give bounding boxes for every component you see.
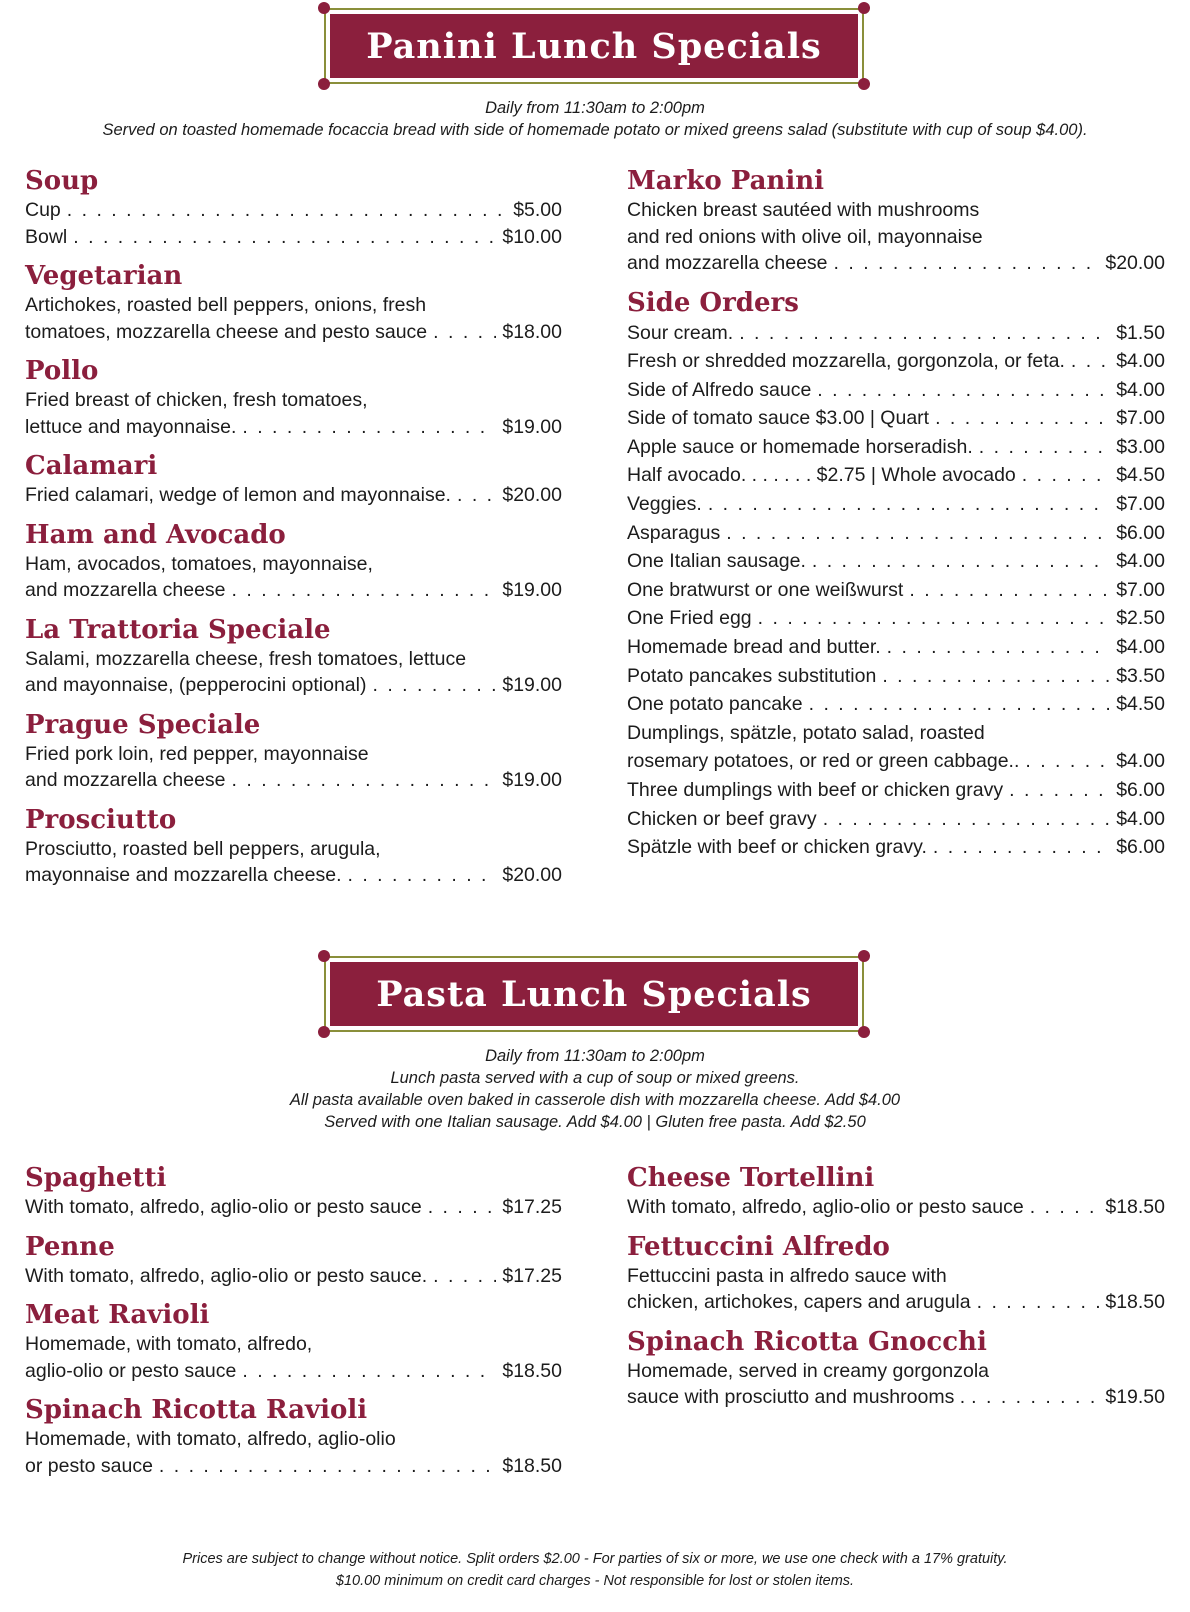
panini-hours: Daily from 11:30am to 2:00pm [485,99,705,117]
menu-item-pollo [25,355,562,440]
dot-leader [242,1358,496,1385]
item-description: sauce with prosciutto and mushrooms . [627,1386,966,1408]
item-price: $4.50 [1116,464,1165,487]
dot-leader [708,490,1110,519]
item-description: Fresh or shredded mozzarella, gorgonzola, or feta. [627,350,1065,373]
item-description: and mozzarella cheese [627,252,828,274]
item-name: Prosciutto [25,804,177,835]
item-price: $19.50 [1105,1386,1165,1408]
dot-leader [933,833,1110,862]
item-description: Sour cream. [627,321,734,344]
menu-item-penne [25,1231,562,1290]
item-price: $6.00 [1116,521,1165,544]
item-line [627,461,1165,490]
pasta-title: Pasta Lunch Specials [376,973,812,1015]
item-description: Fettuccini pasta in alfredo sauce with [627,1264,947,1287]
panini-right-column [627,165,1165,872]
item-description: Dumplings, spätzle, potato salad, roasted [627,721,985,744]
item-name: Marko Panini [627,166,824,196]
item-description: Homemade, with tomato, alfredo, aglio-olio [25,1428,396,1450]
dot-leader [909,576,1110,605]
dot-leader [457,482,496,509]
dot-leader [758,604,1111,633]
item-price: $20.00 [1105,252,1165,274]
item-line [627,719,1165,748]
item-line [25,482,562,509]
menu-item-spinach-ricotta-ravioli [25,1394,562,1479]
item-description: Ham, avocados, tomatoes, mayonnaise, [25,552,373,575]
item-price: $4.00 [1116,636,1165,659]
item-line [25,1426,562,1453]
dot-leader [232,767,497,794]
item-name: Vegetarian [25,261,183,291]
item-price: $7.00 [1116,407,1165,430]
item-name: Spinach Ricotta Gnocchi [627,1326,987,1357]
item-line [25,862,562,889]
corner-dot [318,78,330,90]
item-line [627,250,1165,277]
item-line [25,1331,562,1358]
item-description: rosemary potatoes, or red or green cabbage.. [627,750,1020,773]
item-price: $20.00 [502,864,562,886]
dot-leader [726,519,1110,548]
dot-leader [433,1263,496,1290]
item-description: Veggies. [627,493,702,516]
item-line [25,1194,562,1221]
item-price: $18.50 [502,1359,562,1382]
item-line [627,224,1165,251]
dot-leader [1071,347,1110,376]
item-price: $6.00 [1116,836,1165,859]
pasta-note-soup: Lunch pasta served with a cup of soup or mixed greens. [390,1069,800,1087]
item-price: $5.00 [513,199,562,221]
item-line [627,490,1165,519]
item-name: Spaghetti [25,1163,167,1193]
item-description: Three dumplings with beef or chicken gravy [627,779,1004,801]
item-line [25,1358,562,1385]
dot-leader [348,862,497,889]
item-description: Half avocado. . . . . . . $2.75 | Whole avocado [627,464,1016,487]
item-description: Bowl [25,225,68,248]
item-line [25,1263,562,1290]
item-name: Ham and Avocado [25,519,286,550]
item-price: $1.50 [1116,321,1165,344]
pasta-left-column [25,1162,562,1489]
item-line [627,747,1165,776]
item-line [25,577,562,604]
item-description: chicken, artichokes, capers and arugula [627,1291,971,1313]
menu-item-la-trattoria-speciale [25,614,562,699]
item-description: One potato pancake [627,693,803,716]
item-price: $17.25 [502,1264,562,1287]
item-line [25,551,562,578]
pasta-subtitle [0,1045,1190,1133]
item-line [25,767,562,794]
item-line [25,292,562,319]
item-line [627,576,1165,605]
item-description: mayonnaise and mozzarella cheese. [25,864,342,886]
dot-leader [935,404,1110,433]
corner-dot [858,78,870,90]
item-line [627,1263,1165,1290]
footer-line-2: $10.00 minimum on credit card charges - Not responsible for lost or stolen items. [335,1573,855,1589]
item-price: $4.00 [1116,350,1165,373]
menu-item-vegetarian [25,260,562,345]
item-description: Chicken breast sautéed with mushrooms [627,199,980,221]
item-price: $3.00 [1116,435,1165,458]
item-description: and red onions with olive oil, mayonnaise [627,225,983,248]
dot-leader [1022,461,1110,490]
panini-left-column [25,165,562,899]
menu-item-cheese-tortellini [627,1162,1165,1221]
pasta-note-addons: Served with one Italian sausage. Add $4.00 | Gluten free pasta. Add $2.50 [324,1113,866,1131]
item-price: $18.00 [502,320,562,343]
item-line [627,519,1165,548]
menu-item-soup [25,165,562,250]
item-description: tomatoes, mozzarella cheese and pesto sauce [25,320,428,343]
item-price: $4.00 [1116,807,1165,830]
dot-leader [242,414,496,441]
item-price: $3.50 [1116,664,1165,687]
item-name: Meat Ravioli [25,1300,210,1330]
item-line [627,404,1165,433]
item-description: Apple sauce or homemade horseradish. [627,435,973,458]
item-name: Side Orders [627,287,799,318]
footer [0,1548,1190,1592]
menu-item-ham-and-avocado [25,519,562,604]
item-line [25,672,562,699]
item-description: Spätzle with beef or chicken gravy. [627,836,927,859]
item-name: Soup [25,166,99,196]
item-name: Prague Speciale [25,709,261,740]
dot-leader [977,1289,1100,1316]
dot-leader [812,547,1110,576]
item-line [627,805,1165,834]
corner-dot [858,950,870,962]
menu-item-prosciutto [25,804,562,889]
pasta-hours: Daily from 11:30am to 2:00pm [485,1047,705,1065]
item-name: La Trattoria Speciale [25,614,331,645]
item-description: Homemade, with tomato, alfredo, [25,1333,313,1355]
dot-leader [73,224,496,251]
dot-leader [817,376,1110,405]
item-name: Penne [25,1231,115,1262]
item-description: Homemade bread and butter. [627,636,881,659]
item-line [627,197,1165,224]
item-description: Prosciutto, roasted bell peppers, arugula, [25,837,381,860]
dot-leader [809,690,1111,719]
menu-item-spaghetti [25,1162,562,1221]
item-line [25,414,562,441]
item-line [25,836,562,863]
item-price: $19.00 [502,415,562,438]
item-price: $10.00 [502,225,562,248]
corner-dot [858,2,870,14]
item-price: $19.00 [502,674,562,696]
footer-line-1: Prices are subject to change without notice. Split orders $2.00 - For parties of six or more, we use one check with a 17% gratuity. [182,1551,1008,1567]
dot-leader [1030,1194,1100,1221]
menu-item-fettuccini-alfredo [627,1231,1165,1316]
dot-leader [433,319,496,346]
dot-leader [887,633,1111,662]
item-price: $4.00 [1116,750,1165,773]
corner-dot [318,950,330,962]
item-price: $4.00 [1116,378,1165,401]
item-description: With tomato, alfredo, aglio-olio or pesto sauce [627,1196,1024,1218]
item-line [627,833,1165,862]
item-price: $7.00 [1116,493,1165,516]
dot-leader [1025,747,1110,776]
item-price: $19.00 [502,579,562,601]
panini-subtitle [0,97,1190,141]
item-price: $20.00 [502,484,562,506]
item-line [627,1194,1165,1221]
item-description: Chicken or beef gravy [627,807,817,830]
menu-item-spinach-ricotta-gnocchi [627,1326,1165,1411]
item-line [627,376,1165,405]
menu-item-calamari [25,450,562,509]
menu-item-prague-speciale [25,709,562,794]
item-description: and mayonnaise, (pepperocini optional) [25,674,367,696]
dot-leader [834,250,1100,277]
item-description: With tomato, alfredo, aglio-olio or pesto sauce [25,1196,422,1218]
item-line [25,741,562,768]
item-description: Cup [25,199,61,221]
item-price: $4.50 [1116,693,1165,716]
item-name: Calamari [25,451,158,481]
item-description: lettuce and mayonnaise. [25,415,237,438]
item-name: Pollo [25,356,99,386]
item-line [25,224,562,251]
item-description: and mozzarella cheese [25,769,226,791]
item-line [627,633,1165,662]
item-description: Fried pork loin, red pepper, mayonnaise [25,742,369,765]
item-description: With tomato, alfredo, aglio-olio or pesto sauce. [25,1264,428,1287]
item-name: Fettuccini Alfredo [627,1231,890,1262]
corner-dot [858,1026,870,1038]
item-line [627,662,1165,691]
dot-leader [971,1384,1099,1411]
corner-dot [318,2,330,14]
item-name: Spinach Ricotta Ravioli [25,1395,368,1425]
item-line [627,690,1165,719]
menu-item-meat-ravioli [25,1299,562,1384]
item-price: $18.50 [502,1454,562,1477]
item-price: $18.50 [1105,1196,1165,1218]
item-line [25,646,562,673]
item-line [627,604,1165,633]
item-line [25,387,562,414]
item-description: Salami, mozzarella cheese, fresh tomatoes, lettuce [25,647,467,670]
item-line [627,1384,1165,1411]
menu-item-side-orders [627,287,1165,862]
dot-leader [372,672,496,699]
item-description: One bratwurst or one weißwurst [627,578,904,601]
corner-dot [318,1026,330,1038]
item-price: $4.00 [1116,550,1165,573]
item-price: $17.25 [502,1196,562,1218]
item-line [627,547,1165,576]
item-line [627,347,1165,376]
item-price: $7.00 [1116,578,1165,601]
item-price: $6.00 [1116,779,1165,801]
panini-banner [324,8,864,84]
dot-leader [67,197,507,224]
dot-leader [1009,776,1110,805]
pasta-right-column [627,1162,1165,1421]
item-description: One Italian sausage. [627,550,806,573]
item-line [25,1453,562,1480]
item-line [627,319,1165,348]
dot-leader [882,662,1110,691]
item-price: $19.00 [502,769,562,791]
item-description: Homemade, served in creamy gorgonzola [627,1359,990,1382]
item-description: and mozzarella cheese [25,579,226,601]
dot-leader [232,577,497,604]
dot-leader [823,805,1111,834]
dot-leader [739,319,1110,348]
item-description: One Fried egg [627,607,752,630]
dot-leader [428,1194,497,1221]
dot-leader [159,1453,496,1480]
item-description: Artichokes, roasted bell peppers, onions, fresh [25,294,427,316]
panini-title: Panini Lunch Specials [366,25,822,67]
item-line [25,197,562,224]
item-description: Asparagus [627,521,721,544]
menu-item-marko-panini [627,165,1165,277]
item-line [627,1289,1165,1316]
item-line [627,1358,1165,1385]
pasta-banner [324,956,864,1032]
item-line [627,433,1165,462]
item-name: Cheese Tortellini [627,1163,875,1193]
item-description: aglio-olio or pesto sauce [25,1359,237,1382]
item-description: or pesto sauce [25,1454,153,1477]
item-line [25,319,562,346]
item-price: $18.50 [1105,1291,1165,1313]
dot-leader [979,433,1110,462]
item-description: Potato pancakes substitution [627,664,877,687]
item-line [627,776,1165,805]
pasta-note-baked: All pasta available oven baked in casserole dish with mozzarella cheese. Add $4.00 [289,1091,901,1109]
item-price: $2.50 [1116,607,1165,630]
item-description: Fried calamari, wedge of lemon and mayonnaise. [25,484,451,506]
panini-served-note: Served on toasted homemade focaccia bread with side of homemade potato or mixed greens salad (substitute with cup of soup $4.00). [102,121,1088,139]
item-description: Side of tomato sauce $3.00 | Quart [627,407,930,430]
item-description: Fried breast of chicken, fresh tomatoes, [25,389,368,411]
item-description: Side of Alfredo sauce [627,378,812,401]
